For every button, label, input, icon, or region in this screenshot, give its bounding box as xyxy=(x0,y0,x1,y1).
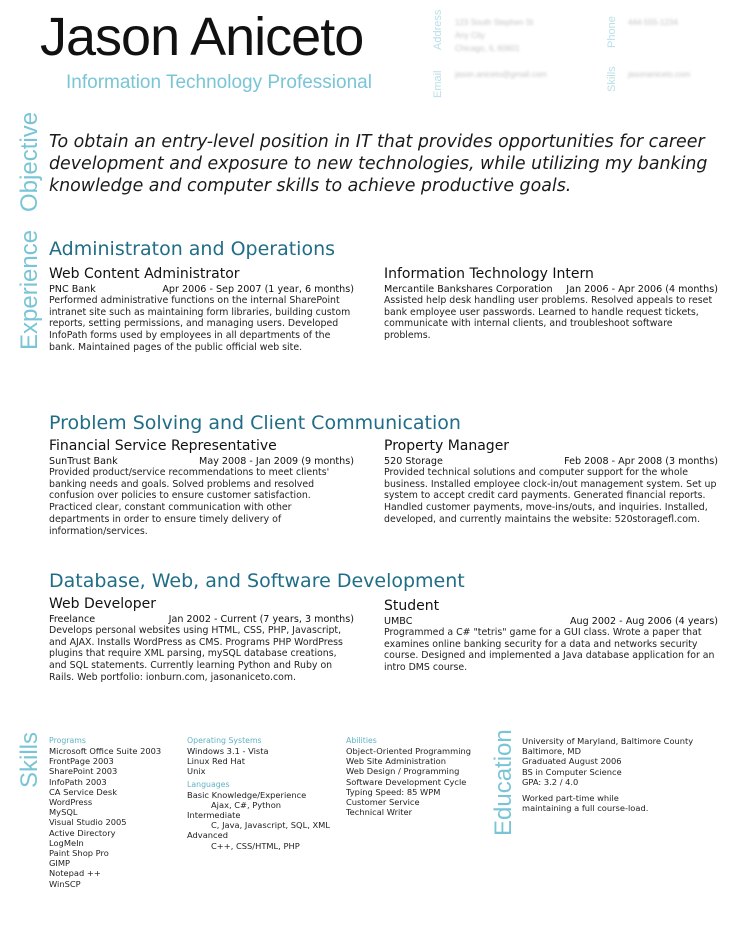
skill-program-item: MySQL xyxy=(49,807,78,818)
contact-phone: 444-555-1234 xyxy=(628,18,678,27)
skill-program-item: GIMP xyxy=(49,858,71,869)
job-dates: Feb 2008 - Apr 2008 (3 months) xyxy=(564,456,718,467)
job-financial-rep xyxy=(49,438,354,537)
education-line: BS in Computer Science xyxy=(522,766,622,777)
skills-os-languages xyxy=(187,736,330,851)
education-line: Graduated August 2006 xyxy=(522,756,622,767)
job-title: Financial Service Representative xyxy=(49,438,277,454)
skill-ability-item: Customer Service xyxy=(346,797,420,808)
skill-program-item: WinSCP xyxy=(49,878,81,889)
job-company: Freelance xyxy=(49,614,96,625)
job-dates: May 2008 - Jan 2009 (9 months) xyxy=(199,456,354,467)
skill-language-item: Advanced xyxy=(187,830,228,841)
skill-ability-item: Typing Speed: 85 WPM xyxy=(346,786,441,797)
skill-ability-item: Technical Writer xyxy=(346,807,413,818)
skills-programs xyxy=(49,736,161,889)
skill-program-item: CA Service Desk xyxy=(49,786,118,797)
job-title: Student xyxy=(384,598,440,614)
skills-languages-list xyxy=(187,790,330,851)
skill-language-item: Ajax, C#, Python xyxy=(211,799,282,810)
job-dates: Apr 2006 - Sep 2007 (1 year, 6 months) xyxy=(162,284,354,295)
contact-label-skills: Skills xyxy=(606,66,618,92)
objective-text: To obtain an entry-level position in IT that provides opportunities for career development and exposure to new technologies, while utilizing my banking knowledge and computer skills to achieve productive goals. xyxy=(49,132,708,196)
skills-programs-list xyxy=(49,746,161,889)
education-label: Education xyxy=(490,729,517,836)
skills-abilities xyxy=(346,736,471,817)
section-heading-development: Database, Web, and Software Development xyxy=(49,570,465,592)
section-heading-admin: Administraton and Operations xyxy=(49,238,336,260)
skill-language-item: C++, CSS/HTML, PHP xyxy=(211,840,300,851)
skill-os-item: Unix xyxy=(187,766,206,777)
contact-website: jasonaniceto.com xyxy=(628,70,691,79)
skill-program-item: SharePoint 2003 xyxy=(49,766,118,777)
skills-abilities-heading: Abilities xyxy=(346,736,377,745)
job-title: Property Manager xyxy=(384,438,510,454)
contact-address-line2: Any City xyxy=(455,31,485,40)
job-dates: Jan 2002 - Current (7 years, 3 months) xyxy=(168,614,354,625)
experience-label: Experience xyxy=(16,229,43,350)
skill-language-item: Basic Knowledge/Experience xyxy=(187,789,307,800)
education-note-line: maintaining a full course-load. xyxy=(522,803,649,814)
skill-language-item: Intermediate xyxy=(187,810,241,821)
skill-ability-item: Web Site Administration xyxy=(346,756,447,767)
contact-address-line3: Chicago, IL 60601 xyxy=(455,44,520,53)
skills-label: Skills xyxy=(16,731,43,788)
education-lines xyxy=(522,736,693,787)
skill-program-item: Active Directory xyxy=(49,827,116,838)
education-line: GPA: 3.2 / 4.0 xyxy=(522,776,579,787)
skill-program-item: InfoPath 2003 xyxy=(49,776,107,787)
job-description: Performed administrative functions on the internal SharePoint intranet site such as maintaining form libraries, building custom reports, setting permissions, and managing users. Developed InfoPath forms used by employees in all departments of the bank. Maintained pages of the public official web site. xyxy=(49,295,351,353)
job-company: PNC Bank xyxy=(49,284,96,295)
contact-label-address: Address xyxy=(432,9,444,50)
skill-program-item: Paint Shop Pro xyxy=(49,848,109,859)
resume-subtitle: Information Technology Professional xyxy=(66,72,372,93)
contact-email: jason.aniceto@gmail.com xyxy=(455,70,547,79)
job-company: SunTrust Bank xyxy=(49,456,118,467)
education-block xyxy=(522,736,693,813)
job-description: Provided product/service recommendations to meet clients' banking needs and goals. Solved problems and resolved confusion over policies to ensure customer satisfaction. Practiced clear, constant communication with other departments in order to ensure timely delivery of information/services. xyxy=(49,467,330,537)
education-line: University of Maryland, Baltimore County xyxy=(522,736,694,746)
contact-address-line1: 123 South Stephen St xyxy=(455,18,534,27)
job-web-developer xyxy=(49,596,354,684)
job-company: UMBC xyxy=(384,616,413,627)
skills-programs-heading: Programs xyxy=(49,736,86,745)
contact-label-email: Email xyxy=(432,70,444,98)
job-description: Provided technical solutions and computer support for the whole business. Installed employee clock-in/out management system. Set up system to accept credit card payments. Generated financial reports. Handled customer payments, move-ins/outs, and inquiries. Installed, developed, and currently maintains the website: 520storagefl.com. xyxy=(384,467,717,525)
job-it-intern xyxy=(384,266,718,342)
section-heading-problem-solving: Problem Solving and Client Communication xyxy=(49,412,461,434)
job-description: Develops personal websites using HTML, CSS, PHP, Javascript, and AJAX. Installs WordPress as CMS. Programs PHP WordPress plugins that require XML parsing, mySQL database creations, and SQL statements. Currently learning Python and Ruby on Rails. Web portfolio: ionburn.com, jasonaniceto.com. xyxy=(49,625,343,683)
job-property-manager xyxy=(384,438,718,526)
job-description: Programmed a C# "tetris" game for a GUI class. Wrote a paper that examines online banking security for a data and networks security course. Designed and implemented a Java database application for an intro DMS course. xyxy=(384,627,715,674)
skills-abilities-list xyxy=(346,746,471,817)
skill-program-item: LogMeIn xyxy=(49,837,84,848)
education-note-line: Worked part-time while xyxy=(522,793,619,804)
skills-languages-heading: Languages xyxy=(187,779,230,789)
skills-os-heading: Operating Systems xyxy=(187,736,262,745)
job-company: 520 Storage xyxy=(384,456,443,467)
skill-program-item: FrontPage 2003 xyxy=(49,756,114,767)
skill-program-item: Notepad ++ xyxy=(49,868,101,879)
job-description: Assisted help desk handling user problems. Resolved appeals to reset bank employee user passwords. Learned to handle request tickets, communicate with internal clients, and troubleshoot software problems. xyxy=(384,295,713,342)
job-title: Information Technology Intern xyxy=(384,266,594,282)
skill-language-item: C, Java, Javascript, SQL, XML xyxy=(211,820,330,831)
skill-program-item: Visual Studio 2005 xyxy=(49,817,127,828)
job-web-content-admin xyxy=(49,266,354,354)
job-title: Web Content Administrator xyxy=(49,266,240,282)
education-note xyxy=(522,793,693,813)
job-dates: Aug 2002 - Aug 2006 (4 years) xyxy=(569,616,718,627)
skill-os-item: Windows 3.1 - Vista xyxy=(187,746,269,756)
skill-ability-item: Software Development Cycle xyxy=(346,776,467,787)
education-line: Baltimore, MD xyxy=(522,746,581,757)
job-student xyxy=(384,598,718,674)
job-company: Mercantile Bankshares Corporation xyxy=(384,284,553,295)
skill-program-item: Microsoft Office Suite 2003 xyxy=(49,746,162,756)
contact-label-phone: Phone xyxy=(606,16,618,48)
skill-os-item: Linux Red Hat xyxy=(187,756,245,767)
resume-name: Jason Aniceto xyxy=(40,7,364,67)
job-dates: Jan 2006 - Apr 2006 (4 months) xyxy=(566,284,718,295)
skills-os-list xyxy=(187,746,330,777)
job-title: Web Developer xyxy=(49,596,156,612)
skill-ability-item: Web Design / Programming xyxy=(346,766,460,777)
objective-label: Objective xyxy=(16,111,43,212)
skill-program-item: WordPress xyxy=(49,797,93,808)
skill-ability-item: Object-Oriented Programming xyxy=(346,746,472,756)
